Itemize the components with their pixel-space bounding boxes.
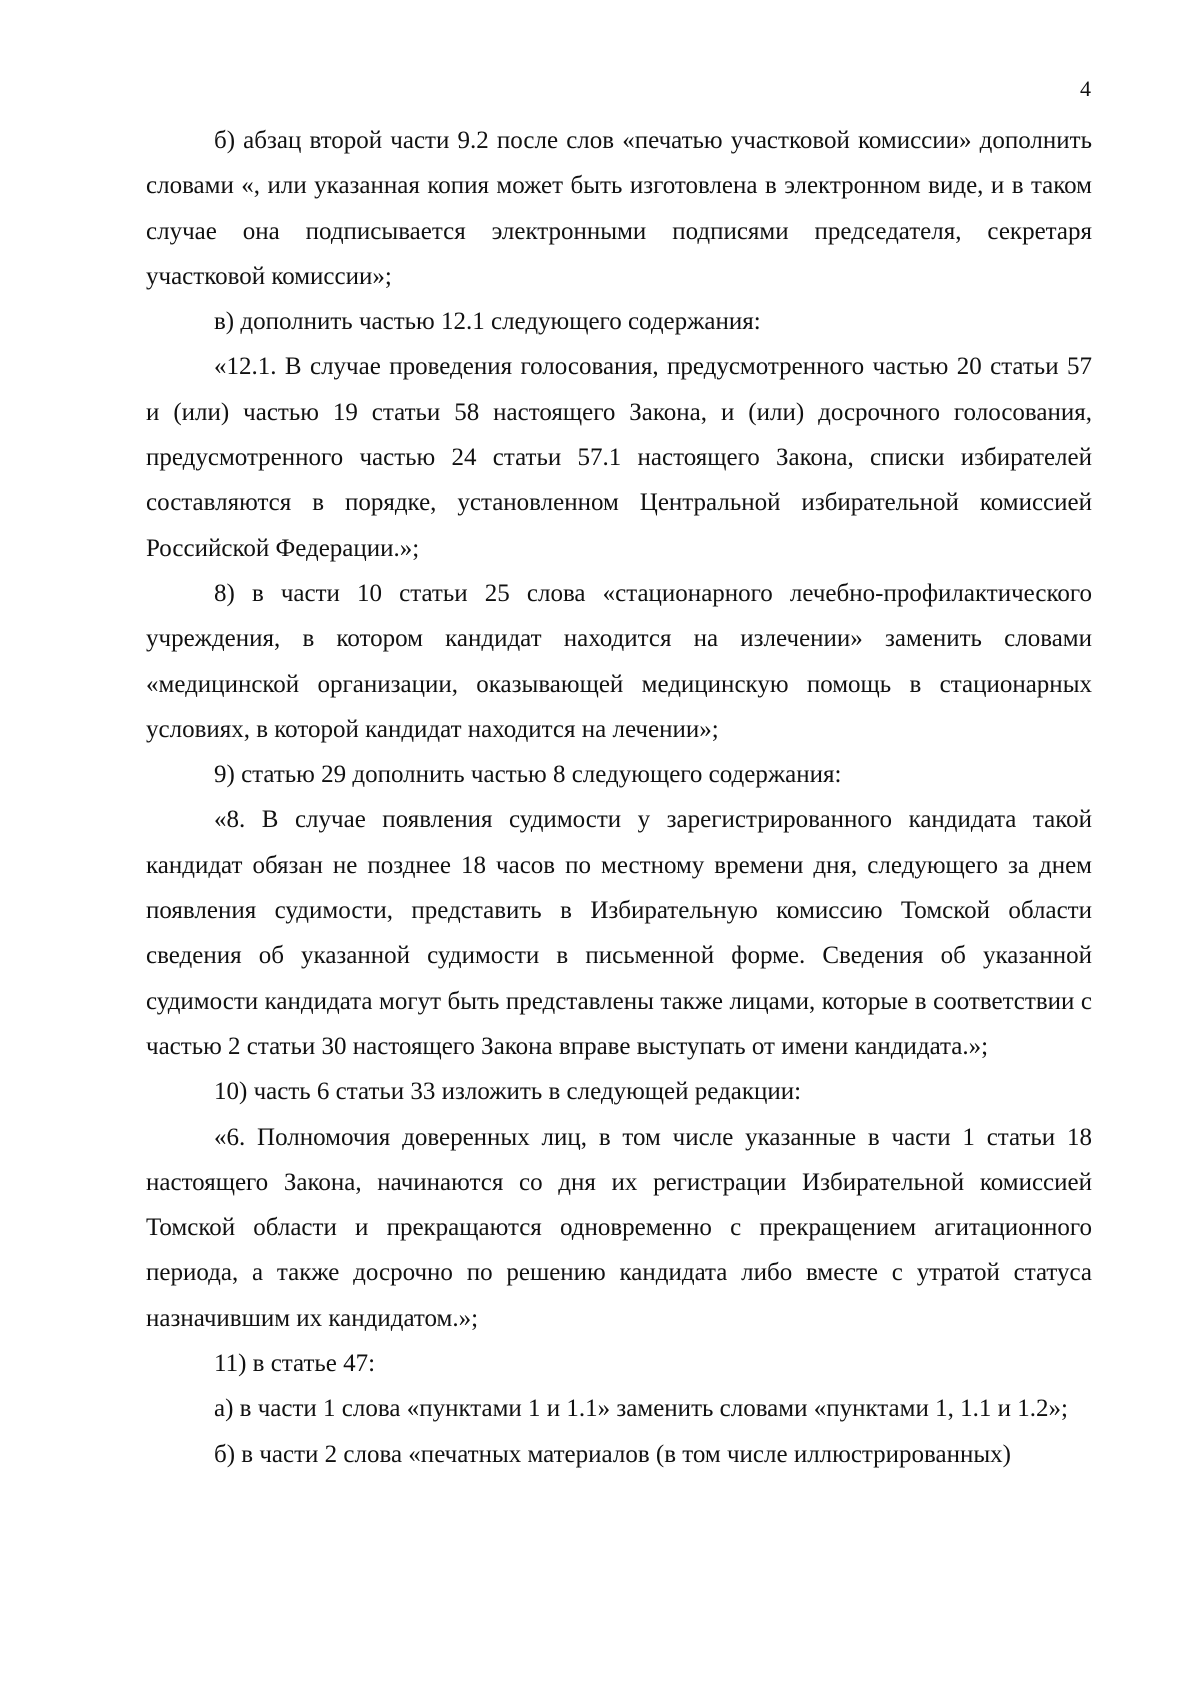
paragraph-item-b-section-9-2: б) абзац второй части 9.2 после слов «печатью участковой комиссии» дополнить словами «, или указанная копия может быть изготовлена в электронном виде, и в таком случае она подписывается электронными подписями председателя, секретаря участковой комиссии»;	[146, 127, 1092, 290]
document-body	[146, 118, 1092, 1477]
paragraph-quote-part-6: «6. Полномочия доверенных лиц, в том числе указанные в части 1 статьи 18 настоящего Закона, начинаются со дня их регистрации Избирательной комиссией Томской области и прекращаются одновременно с прекращением агитационного периода, а также досрочно по решению кандидата либо вместе с утратой статуса назначившим их кандидатом.»;	[146, 1123, 1092, 1332]
paragraph-item-9-article-29: 9) статью 29 дополнить частью 8 следующего содержания:	[214, 761, 842, 789]
page-number: 4	[1080, 76, 1091, 101]
paragraph-item-a-part-1: а) в части 1 слова «пунктами 1 и 1.1» заменить словами «пунктами 1, 1.1 и 1.2»;	[214, 1395, 1068, 1423]
paragraph-item-b-part-2: б) в части 2 слова «печатных материалов (в том числе иллюстрированных)	[214, 1440, 1011, 1468]
paragraph-quote-part-12-1: «12.1. В случае проведения голосования, предусмотренного частью 20 статьи 57 и (или) частью 19 статьи 58 настоящего Закона, и (или) досрочного голосования, предусмотренного частью 24 статьи 57.1 настоящего Закона, списки избирателей составляются в порядке, установленном Центральной избирательной комиссией Российской Федерации.»;	[146, 353, 1092, 562]
paragraph-quote-part-8: «8. В случае появления судимости у зарегистрированного кандидата такой кандидат обязан не позднее 18 часов по местному времени дня, следующего за днем появления судимости, представить в Избирательную комиссию Томской области сведения об указанной судимости в письменной форме. Сведения об указанной судимости кандидата могут быть представлены также лицами, которые в соответствии с частью 2 статьи 30 настоящего Закона вправе выступать от имени кандидата.»;	[146, 806, 1092, 1060]
paragraph-item-10-article-33: 10) часть 6 статьи 33 изложить в следующей редакции:	[214, 1078, 802, 1106]
paragraph-item-v-add-part-12-1: в) дополнить частью 12.1 следующего содержания:	[214, 308, 761, 336]
paragraph-item-8-article-25: 8) в части 10 статьи 25 слова «стационарного лечебно-профилактического учреждения, в котором кандидат находится на излечении» заменить словами «медицинской организации, оказывающей медицинскую помощь в стационарных условиях, в которой кандидат находится на лечении»;	[146, 579, 1092, 743]
paragraph-item-11-article-47: 11) в статье 47:	[214, 1350, 376, 1378]
